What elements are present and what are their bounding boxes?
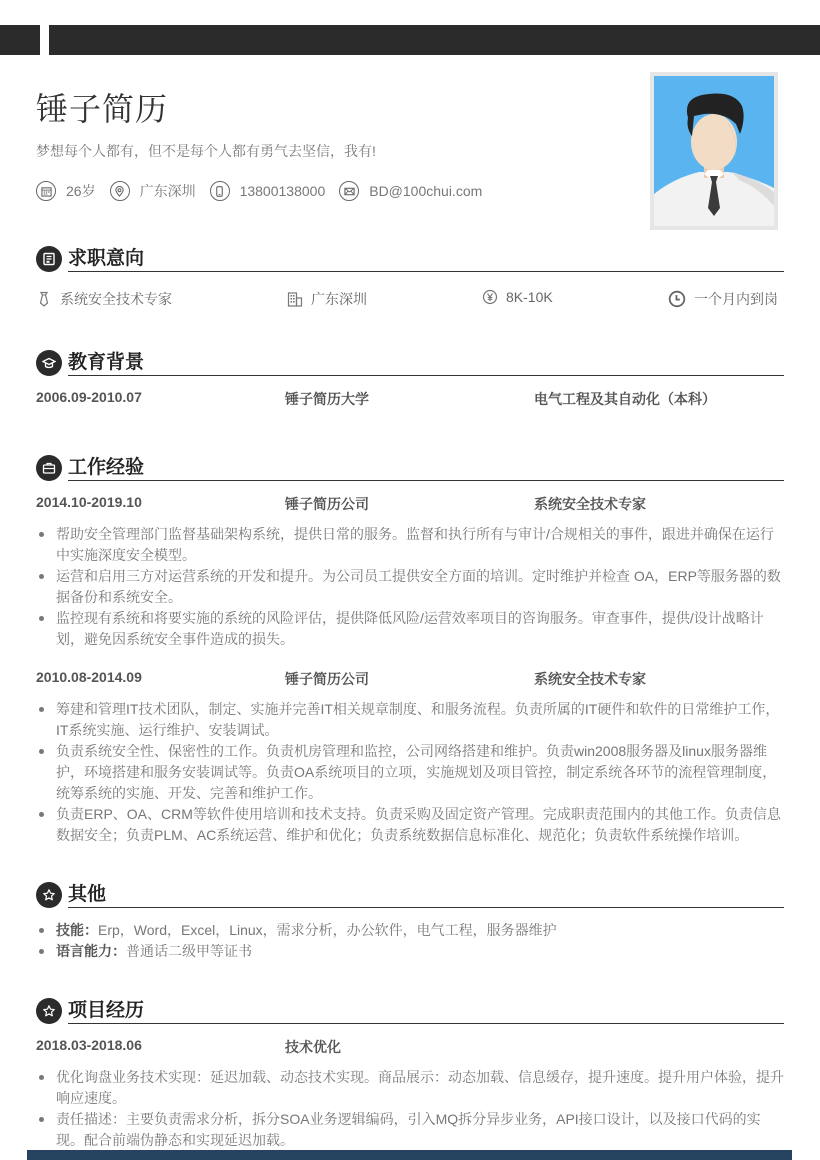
work-period: 2010.08-2014.09	[36, 669, 142, 685]
skills-text: Erp，Word，Excel，Linux，需求分析，办公软件，电气工程，服务器维护	[98, 922, 557, 938]
top-bar-right	[49, 25, 820, 55]
avatar	[654, 76, 774, 226]
list-item: 运营和启用三方对运营系统的开发和提升。为公司员工提供安全方面的培训。定时维护并检查 OA，ERP等服务器的数据备份和系统安全。	[36, 566, 786, 608]
project-entry	[36, 1037, 784, 1057]
work-company: 锤子简历公司	[285, 671, 369, 687]
section-title-intent: 求职意向	[68, 248, 145, 269]
section-title-education: 教育背景	[68, 352, 145, 373]
intent-position-text: 系统安全技术专家	[60, 291, 172, 307]
project-name: 技术优化	[285, 1039, 341, 1055]
work-company: 锤子简历公司	[285, 496, 369, 512]
list-item-skills	[36, 920, 786, 941]
location-text: 广东深圳	[139, 183, 196, 199]
list-item: 优化询盘业务技术实现：延迟加载、动态技术实现。商品展示：动态加载、信息缓存，提升速度。提升用户体验，提升响应速度。	[36, 1067, 786, 1109]
age-text: 26岁	[66, 183, 96, 199]
work-entry-1	[36, 494, 784, 514]
star-icon	[36, 998, 62, 1024]
work-entry-1-bullets	[36, 524, 786, 650]
section-title-work: 工作经验	[68, 457, 145, 478]
skills-label: 技能：	[56, 922, 98, 938]
footer-bar	[27, 1150, 792, 1160]
language-label: 语言能力：	[56, 943, 126, 959]
list-item-language	[36, 941, 786, 962]
contact-phone	[210, 181, 326, 201]
intent-row	[36, 289, 784, 309]
section-title-underline	[68, 351, 784, 376]
intent-availability-text: 一个月内到岗	[694, 291, 778, 307]
intent-salary	[482, 289, 553, 305]
clock-icon	[668, 290, 686, 308]
work-role: 系统安全技术专家	[534, 671, 646, 687]
intent-position	[36, 289, 172, 309]
phone-text: 13800138000	[239, 183, 326, 199]
work-entry-2-bullets	[36, 699, 786, 846]
intent-salary-text: 8K-10K	[506, 289, 553, 305]
document-icon	[36, 246, 62, 272]
location-icon	[110, 181, 130, 201]
section-intent-header	[36, 246, 784, 272]
work-entry-2	[36, 669, 784, 689]
section-work-header	[36, 455, 784, 481]
work-role: 系统安全技术专家	[534, 496, 646, 512]
project-bullets	[36, 1067, 786, 1151]
tie-icon	[36, 291, 52, 307]
section-title-projects: 项目经历	[68, 1000, 145, 1021]
contact-email	[339, 181, 482, 201]
section-title-underline	[68, 999, 784, 1024]
section-title-underline	[68, 456, 784, 481]
section-projects-header	[36, 998, 784, 1024]
phone-icon	[210, 181, 230, 201]
education-period: 2006.09-2010.07	[36, 389, 142, 405]
list-item: 筹建和管理IT技术团队，制定、实施并完善IT相关规章制度、和服务流程。负责所属的IT硬件和软件的日常维护工作，IT系统实施、运行维护、安装调试。	[36, 699, 786, 741]
other-list	[36, 920, 786, 962]
contact-age	[36, 181, 96, 201]
intent-city-text: 广东深圳	[311, 291, 367, 307]
section-title-underline	[68, 883, 784, 908]
calendar-icon	[36, 181, 56, 201]
section-title-underline	[68, 247, 784, 272]
graduation-cap-icon	[36, 350, 62, 376]
briefcase-icon	[36, 455, 62, 481]
education-entry	[36, 389, 784, 409]
profile-photo	[650, 72, 778, 230]
list-item: 负责系统安全性、保密性的工作。负责机房管理和监控，公司网络搭建和维护。负责win2008服务器及linux服务器维护，环境搭建和服务安装调试等。负责OA系统项目的立项，实施规划及项目管控，制定系统各环节的流程管理制度，统筹系统的实施、开发、完善和维护工作。	[36, 741, 786, 804]
work-period: 2014.10-2019.10	[36, 494, 142, 510]
list-item: 责任描述：主要负责需求分析，拆分SOA业务逻辑编码，引入MQ拆分异步业务，API接口设计，以及接口代码的实现。配合前端伪静态和实现延迟加载。	[36, 1109, 786, 1151]
email-text: BD@100chui.com	[369, 183, 483, 199]
contact-location	[110, 181, 196, 201]
building-icon	[287, 291, 303, 307]
section-education-header	[36, 350, 784, 376]
education-major: 电气工程及其自动化（本科）	[534, 391, 716, 407]
list-item: 监控现有系统和将要实施的系统的风险评估，提供降低风险/运营效率项目的咨询服务。审查事件，提供/设计战略计划，避免因系统安全事件造成的损失。	[36, 608, 786, 650]
list-item: 负责ERP、OA、CRM等软件使用培训和技术支持。负责采购及固定资产管理。完成职责范围内的其他工作。负责信息数据安全；负责PLM、AC系统运营、维护和优化；负责系统数据信息标准化、规范化；负责软件系统操作培训。	[36, 804, 786, 846]
resume-name: 锤子简历	[36, 91, 169, 127]
language-text: 普通话二级甲等证书	[126, 943, 252, 959]
intent-city	[287, 289, 367, 309]
star-icon	[36, 882, 62, 908]
top-bar-left	[0, 25, 40, 55]
list-item: 帮助安全管理部门监督基础架构系统，提供日常的服务。监督和执行所有与审计/合规相关的事件，跟进并确保在运行中实施深度安全模型。	[36, 524, 786, 566]
mail-icon	[339, 181, 359, 201]
section-title-other: 其他	[68, 884, 107, 905]
education-school: 锤子简历大学	[285, 391, 369, 407]
section-other-header	[36, 882, 784, 908]
project-period: 2018.03-2018.06	[36, 1037, 142, 1053]
yen-icon	[482, 289, 498, 305]
intent-availability	[668, 289, 778, 309]
contact-row	[36, 181, 496, 201]
motto: 梦想每个人都有，但不是每个人都有勇气去坚信，我有!	[36, 143, 376, 159]
